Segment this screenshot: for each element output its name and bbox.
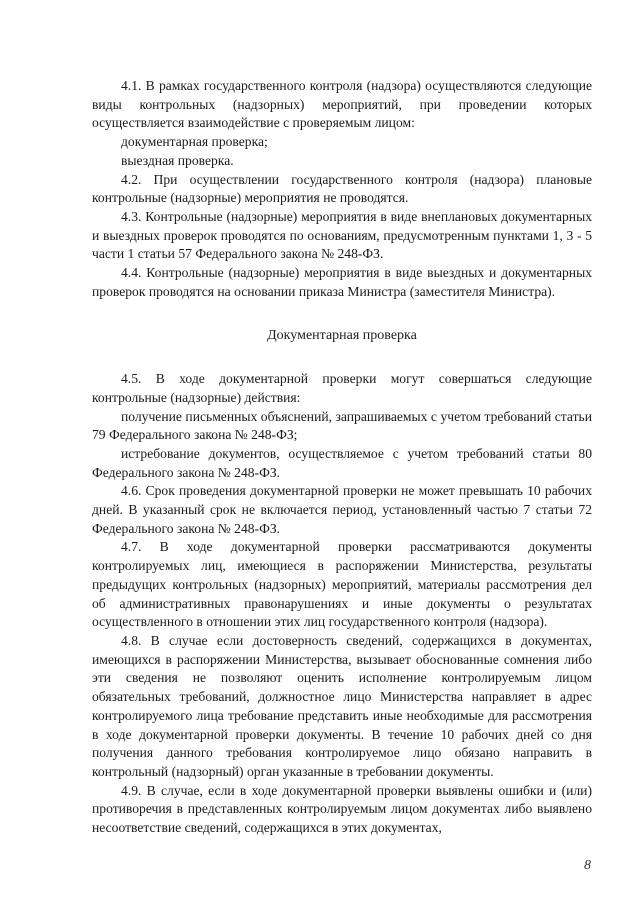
paragraph-4-8: 4.8. В случае если достоверность сведений, содержащихся в документах, имеющихся в распоряжении Министерства, вызывает обоснованные сомнения либо эти сведения не позволяют оценить исполнение контролируемым лицом обязательных требований, должностное лицо Министерства направляет в адрес контролируемого лица требование представить иные необходимые для рассмотрения в ходе документарной проверки документы. В течение 10 рабочих дней со дня получения данного требования контролируемое лицо обязано направить в контрольный (надзорный) орган указанные в требовании документы. — [92, 632, 592, 779]
list-item-documents-request: истребование документов, осуществляемое с учетом требований статьи 80 Федерального закона № 248-ФЗ. — [92, 445, 592, 480]
paragraph-4-9: 4.9. В случае, если в ходе документарной проверки выявлены ошибки и (или) противоречия в представленных контролируемым лицом документах либо выявлено несоответствие сведений, содержащихся в этих документах, — [92, 782, 592, 836]
paragraph-4-6: 4.6. Срок проведения документарной проверки не может превышать 10 рабочих дней. В указанный срок не включается период, установленный частью 7 статьи 72 Федерального закона № 248-ФЗ. — [92, 483, 592, 536]
list-item-explanations: получение письменных объяснений, запрашиваемых с учетом требований статьи 79 Федерального закона № 248-ФЗ; — [92, 408, 592, 443]
paragraph-4-1: 4.1. В рамках государственного контроля (надзора) осуществляются следующие виды контрольных (надзорных) мероприятий, при проведении которых осуществляется взаимодействие с проверяемым лицом: — [92, 78, 592, 131]
paragraph-4-2: 4.2. При осуществлении государственного контроля (надзора) плановые контрольные (надзорные) мероприятия не проводятся. — [92, 171, 592, 206]
list-item-field-check: выездная проверка. — [121, 152, 234, 168]
paragraph-4-7: 4.7. В ходе документарной проверки рассматриваются документы контролируемых лиц, имеющиеся в распоряжении Министерства, результаты предыдущих контрольных (надзорных) мероприятий, материалы рассмотрения дел об административных правонарушениях и иные документы о результатах осуществленного в отношении этих лиц государственного контроля (надзора). — [92, 539, 592, 630]
document-body — [92, 77, 592, 838]
paragraph-4-5: 4.5. В ходе документарной проверки могут совершаться следующие контрольные (надзорные) действия: — [92, 371, 592, 405]
page-number: 8 — [584, 858, 591, 873]
paragraph-4-3: 4.3. Контрольные (надзорные) мероприятия в виде внеплановых документарных и выездных проверок проводятся по основаниям, предусмотренным пунктами 1, 3 - 5 части 1 статьи 57 Федерального закона № 248-ФЗ. — [92, 208, 592, 262]
list-item-documentary-check: документарная проверка; — [121, 134, 268, 150]
paragraph-4-4: 4.4. Контрольные (надзорные) мероприятия в виде выездных и документарных проверок проводятся на основании приказа Министра (заместителя Министра). — [92, 265, 592, 299]
section-heading: Документарная проверка — [267, 328, 417, 344]
